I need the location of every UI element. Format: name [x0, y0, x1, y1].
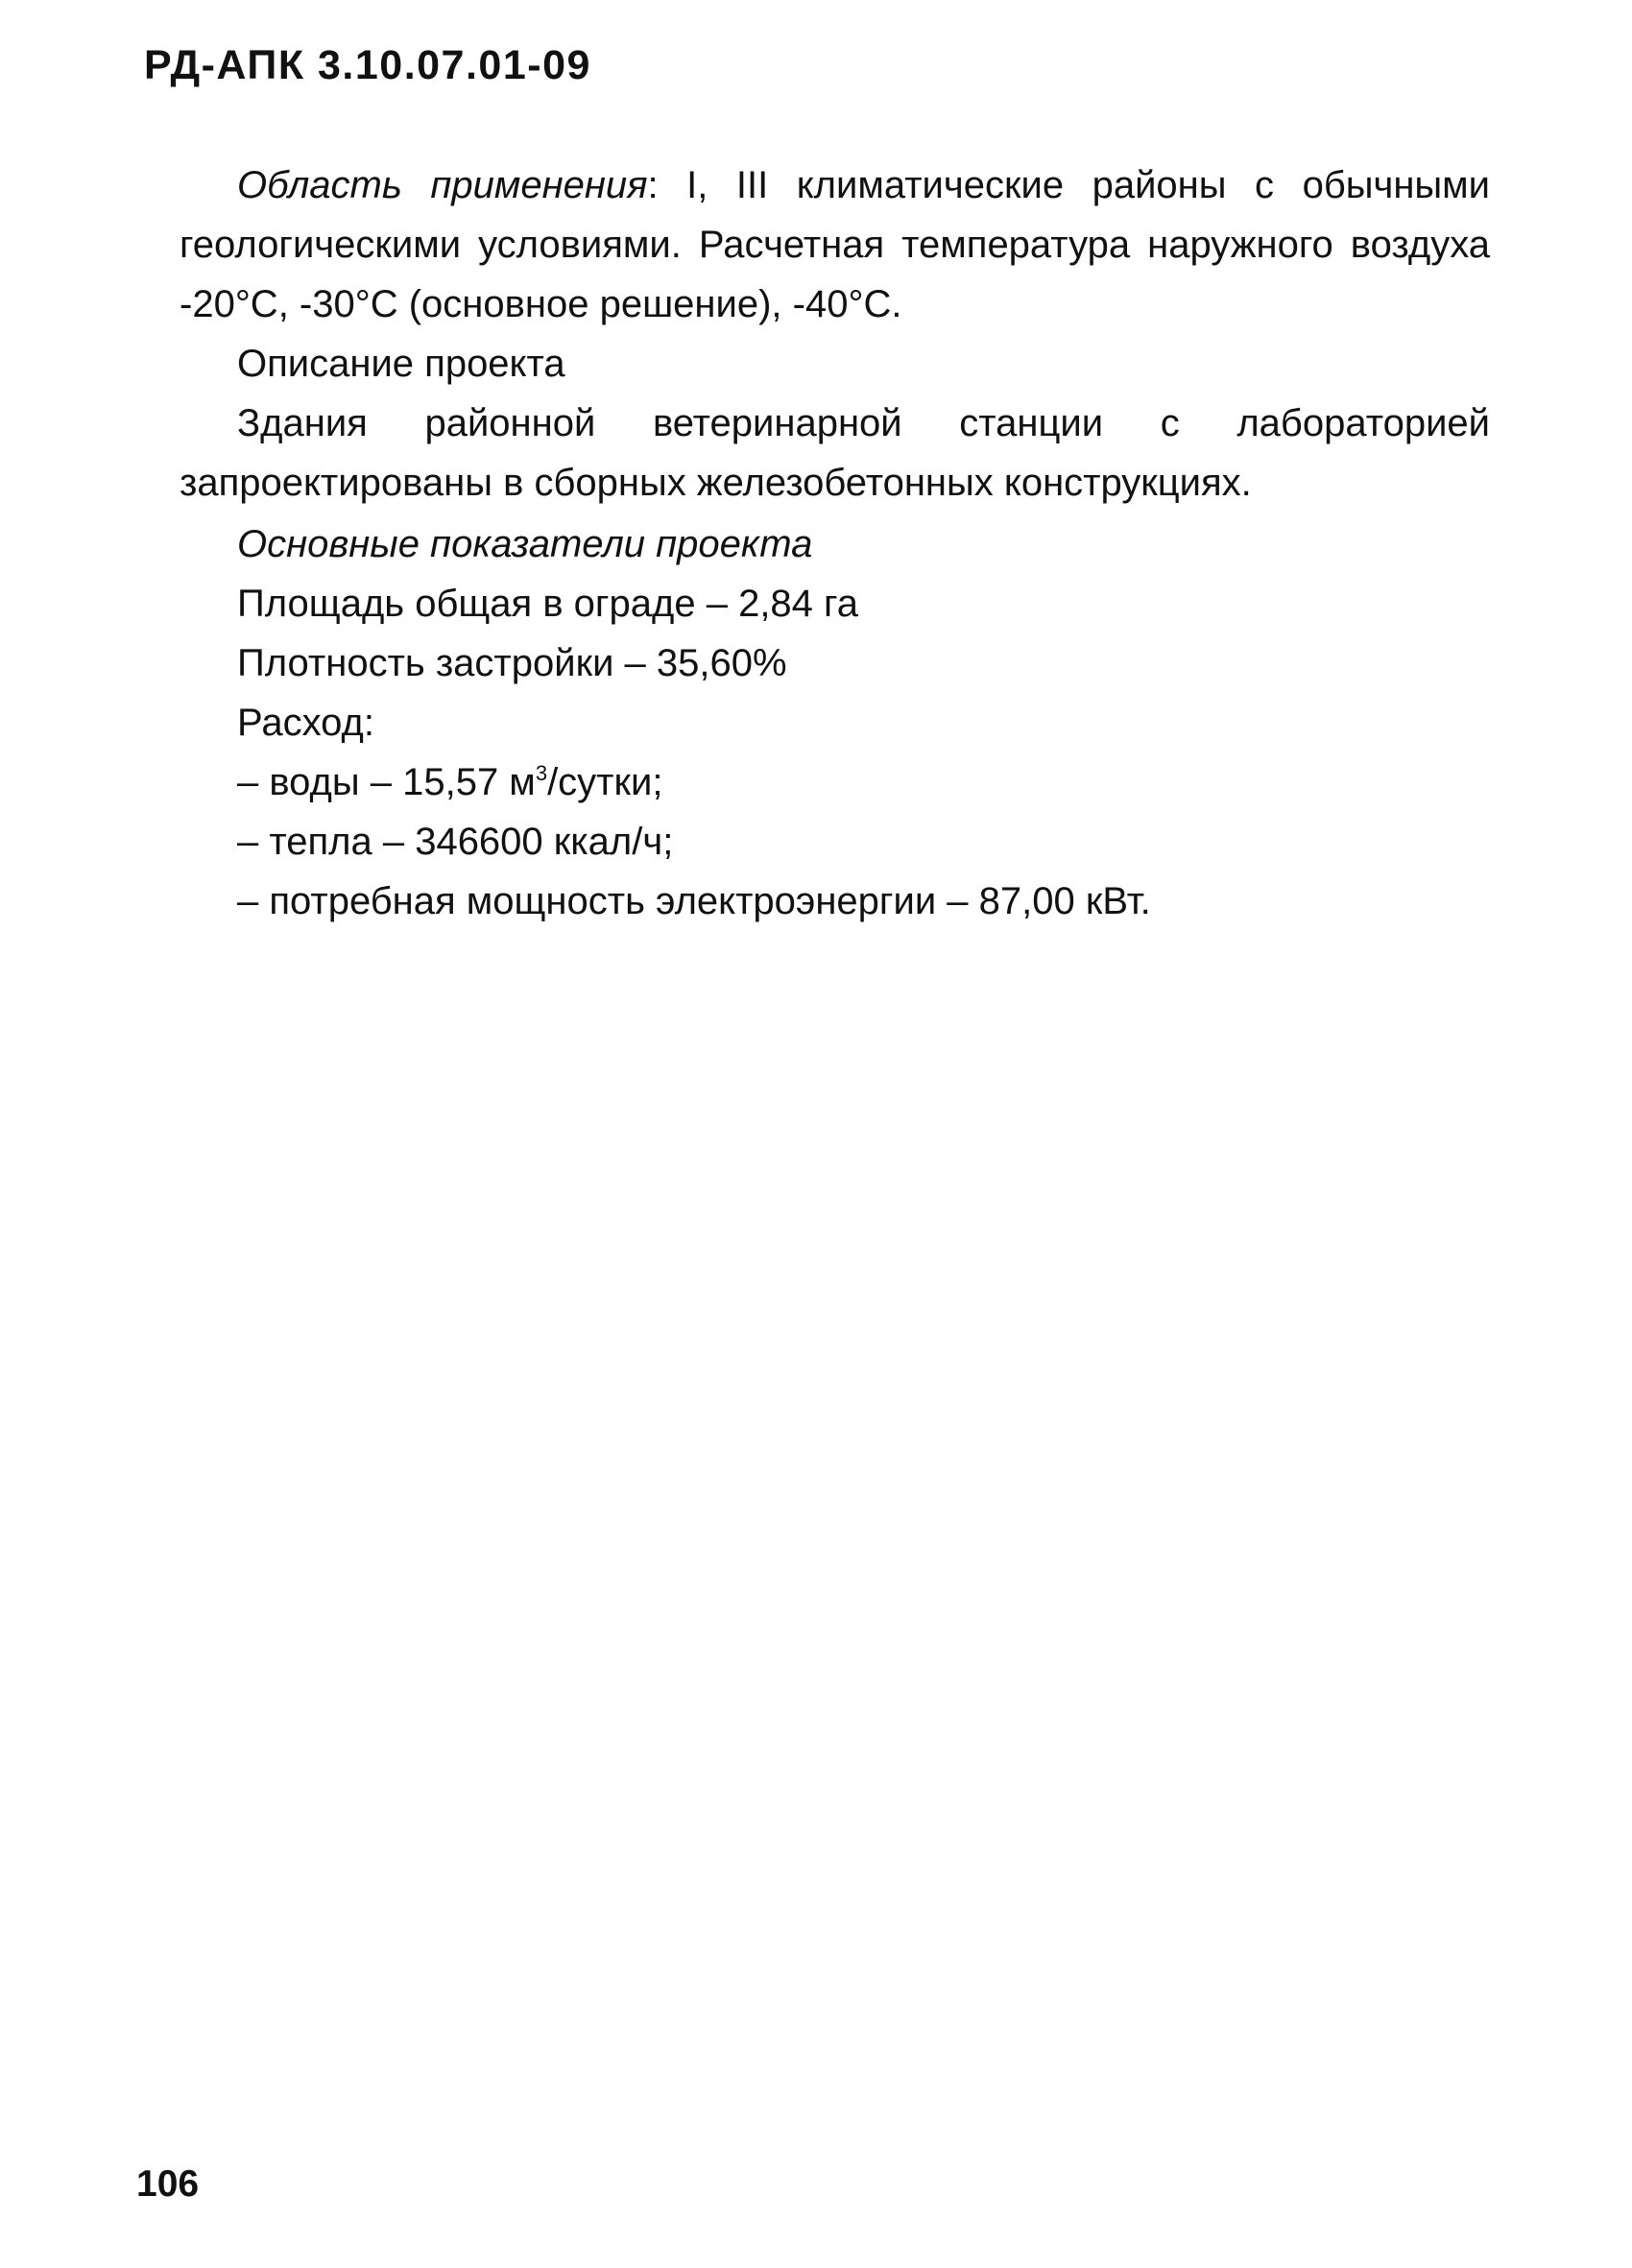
page-number: 106: [136, 2163, 200, 2205]
description-heading: Описание проекта: [237, 343, 565, 385]
description-paragraph: Здания районной ветеринарной станции с лабораторией запроектированы в сборных железобетонных конструкциях.: [180, 402, 1490, 504]
consumption-heading: Расход:: [237, 702, 374, 744]
document-code: РД-АПК 3.10.07.01-09: [144, 42, 591, 88]
scope-paragraph: [180, 155, 1490, 334]
page-body: [180, 155, 1490, 334]
water-consumption-suffix: /сутки;: [547, 761, 663, 803]
indicators-block: [180, 514, 1490, 931]
scope-text: : I, III климатические районы с обычными геологическими условиями. Расчетная температура наружного воздуха -20°С, -30°С (основное решение), -40°С.: [180, 164, 1490, 325]
building-density-line: Плотность застройки – 35,60%: [237, 642, 787, 684]
heat-consumption-line: – тепла – 346600 ккал/ч;: [237, 821, 674, 863]
water-consumption-prefix: – воды – 15,57 м: [237, 761, 536, 803]
water-consumption-line: [180, 752, 1490, 812]
scope-label: Область применения: [237, 164, 648, 206]
indicators-heading: Основные показатели проекта: [237, 523, 813, 565]
water-consumption-exponent: 3: [535, 761, 548, 785]
total-area-line: Площадь общая в ограде – 2,84 га: [237, 583, 858, 625]
power-consumption-line: – потребная мощность электроэнергии – 87,00 кВт.: [237, 880, 1151, 922]
description-block: [180, 334, 1490, 513]
